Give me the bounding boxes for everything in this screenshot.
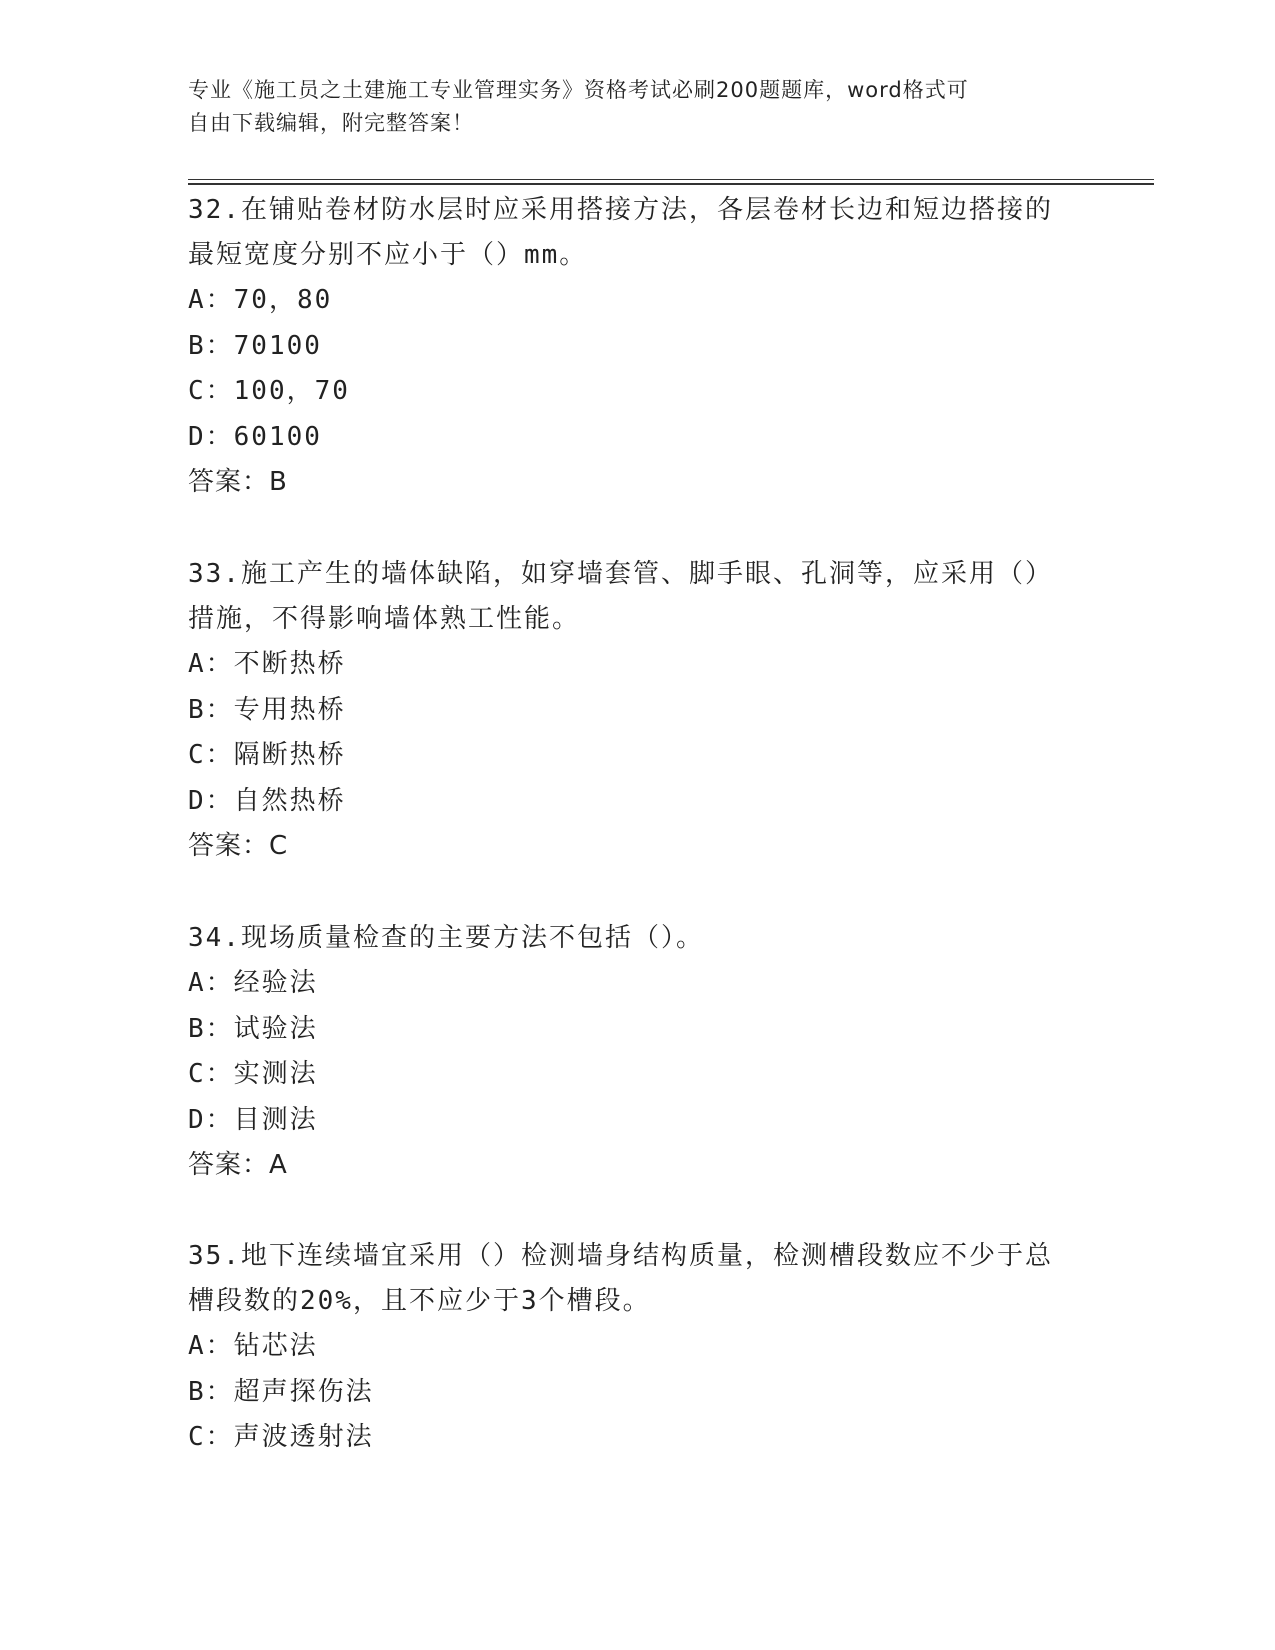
option-a: A：不断热桥 <box>188 649 346 679</box>
option-b: B：试验法 <box>188 1013 318 1044</box>
option-d: D：目测法 <box>188 1104 318 1135</box>
option-d: D：60100 <box>188 421 322 452</box>
question-33 <box>188 552 1088 869</box>
answer-line: 答案：A <box>188 1150 288 1180</box>
question-stem-line: 最短宽度分别不应小于（）mm。 <box>188 240 588 270</box>
question-stem-line: 32.在铺贴卷材防水层时应采用搭接方法，各层卷材长边和短边搭接的 <box>188 195 1053 225</box>
question-stem-line: 34.现场质量检查的主要方法不包括（）。 <box>188 923 704 953</box>
header-divider <box>188 179 1154 185</box>
answer-line: 答案：B <box>188 467 288 497</box>
option-b: B：专用热桥 <box>188 694 346 725</box>
option-a: A：钻芯法 <box>188 1331 318 1361</box>
header-line-2: 自由下载编辑，附完整答案！ <box>188 111 474 135</box>
question-stem-line: 槽段数的20%，且不应少于3个槽段。 <box>188 1286 651 1316</box>
option-b: B：超声探伤法 <box>188 1376 374 1407</box>
question-stem-line: 措施，不得影响墙体熟工性能。 <box>188 604 581 634</box>
question-stem-line: 33.施工产生的墙体缺陷，如穿墙套管、脚手眼、孔洞等，应采用（） <box>188 559 1053 589</box>
option-c: C：声波透射法 <box>188 1422 374 1452</box>
option-b: B：70100 <box>188 330 322 361</box>
header-line-1: 专业《施工员之土建施工专业管理实务》资格考试必刷200题题库，word格式可 <box>188 78 969 102</box>
document-header <box>188 74 1068 140</box>
question-stem-line: 35.地下连续墙宜采用（）检测墙身结构质量，检测槽段数应不少于总 <box>188 1241 1053 1271</box>
option-a: A：70，80 <box>188 285 333 315</box>
question-32 <box>188 188 1088 505</box>
option-c: C：实测法 <box>188 1059 318 1089</box>
option-c: C：100，70 <box>188 376 350 406</box>
answer-line: 答案：C <box>188 831 289 861</box>
question-35 <box>188 1234 1088 1461</box>
option-a: A：经验法 <box>188 968 318 998</box>
question-34 <box>188 916 1088 1188</box>
option-c: C：隔断热桥 <box>188 740 346 770</box>
option-d: D：自然热桥 <box>188 785 346 816</box>
